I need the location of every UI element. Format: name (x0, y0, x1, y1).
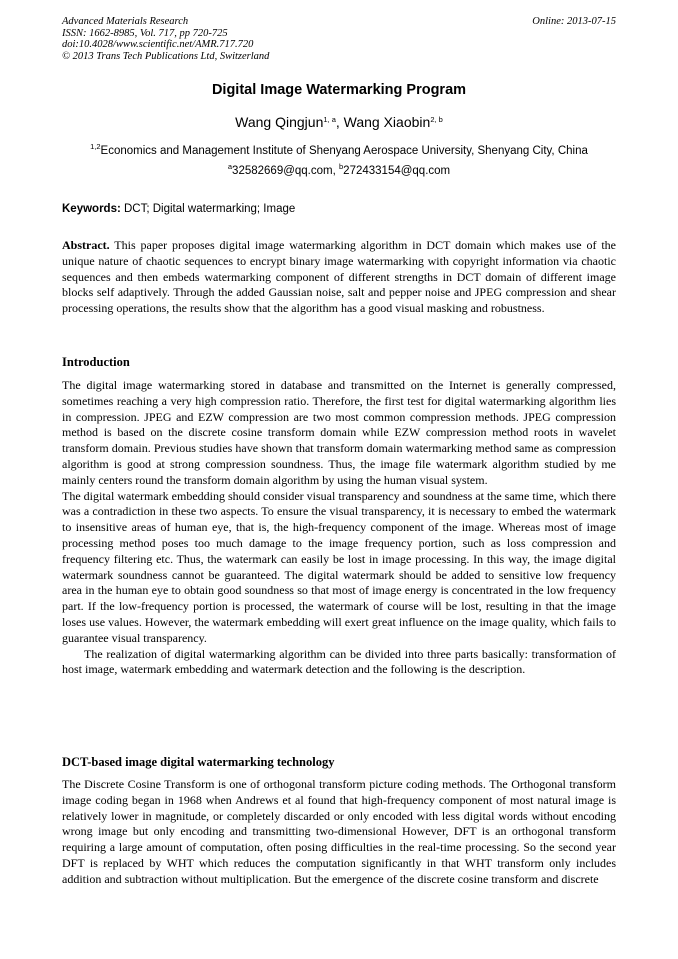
author-2-affil: 2, b (430, 115, 443, 124)
affiliation (62, 142, 616, 157)
author-separator: , (335, 114, 344, 130)
affiliation-text: Economics and Management Institute of Shenyang Aerospace University, Shenyang City, China (100, 145, 588, 157)
paper-title: Digital Image Watermarking Program (211, 82, 467, 98)
keywords (62, 203, 616, 215)
author-1-affil: 1, a (323, 115, 336, 124)
email-b-sup: b (339, 162, 344, 171)
email-b[interactable]: 272433154@qq.com (343, 165, 451, 177)
email-a-sup: a (227, 162, 233, 171)
intro-paragraph-2: The digital watermark embedding should consider visual transparency and soundness at the same time, which there was a contradiction in these two aspects. To ensure the visual transparency, it is necessary to embed the watermark to insensitive areas of human eye, that is, the high-frequency component of the image. Whereas most of image processing method poses too much damage to the image frequency portion, such as loss compression and frequency filtering etc. Thus, the watermark can easily be lost in image processing. In this way, the image digital watermark soundness cannot be guaranteed. The digital watermark should be added to sensitive low frequency area in the human eye to obtain good soundness so that most of image energy is concentrated in the low frequency part. If the low-frequency portion is processed, the watermark of course will be lost, resulting in that the image loses use values. However, the watermark embedding will exert great influence on the image quality, which fails to guarantee visual transparency. (62, 488, 616, 645)
intro-paragraph-1: The digital image watermarking stored in database and transmitted on the Internet is generally compressed, sometimes reaching a very high compression ratio. Therefore, the first test for digital watermarking algorithm lies in compression. JPEG and EZW compression are two most common compression methods. JPEG compression method is based on the discrete cosine transform domain while EZW compression method roots in wavelet transform domain. Previous studies have shown that transform domain watermarking method same as compression algorithm is good at strong compression soundness. Thus, the image file watermark algorithm studied by me mainly centers round the transform domain algorithm by using the human visual system. (62, 378, 616, 487)
abstract-label: Abstract. (62, 238, 110, 252)
journal-issn: ISSN: 1662-8985, Vol. 717, pp 720-725 (62, 27, 228, 39)
email-a[interactable]: 32582669@qq.com, (232, 165, 339, 177)
affiliation-sup: 1,2 (90, 142, 101, 151)
introduction-body (62, 378, 616, 678)
introduction-heading: Introduction (62, 355, 130, 369)
keywords-label: Keywords: (62, 203, 121, 215)
online-date: Online: 2013-07-15 (532, 16, 616, 27)
dct-paragraph-1: The Discrete Cosine Transform is one of orthogonal transform picture coding methods. The Orthogonal transform image coding began in 1968 when Andrews et al found that high-frequency component of most natural image is relatively lower in magnitude, or completely discarded or only encoded with less digital words without encoding wrong image but only encoding and transmitting two-dimensional However, DFT is an orthogonal transform requiring a large amount of computation, often posing difficulties in the real-time processing. So the second year DFT is replaced by WHT which reduces the computation significantly in that WHT transform only includes addition and subtraction without multiplication. But the emergence of the discrete cosine transform and discrete (62, 777, 616, 886)
author-emails (62, 162, 616, 177)
author-line (62, 114, 616, 130)
author-1: Wang Qingjun (235, 114, 324, 130)
dct-section-body (62, 777, 616, 888)
journal-name: Advanced Materials Research (62, 16, 189, 27)
abstract (62, 238, 616, 317)
journal-header (62, 16, 616, 62)
journal-doi[interactable]: doi:10.4028/www.scientific.net/AMR.717.720 (62, 39, 254, 50)
dct-section-heading: DCT-based image digital watermarking technology (62, 755, 335, 769)
journal-copyright: © 2013 Trans Tech Publications Ltd, Switzerland (62, 50, 270, 62)
intro-paragraph-3: The realization of digital watermarking algorithm can be divided into three parts basically: transformation of host image, watermark embedding and watermark detection and the following is the description. (62, 646, 616, 677)
keywords-text: DCT; Digital watermarking; Image (120, 203, 296, 215)
author-2: Wang Xiaobin (343, 114, 431, 130)
abstract-text: This paper proposes digital image watermarking algorithm in DCT domain which makes use of the unique nature of chaotic sequences to encrypt binary image watermarking with copyright information via chaotic sequences and then embeds watermarking component of different strengths in DCT domain of different image blocks self adaptively. Through the added Gaussian noise, salt and pepper noise and JPEG compression and shear processing operations, the results show that the algorithm has a good visual masking and robustness. (62, 238, 616, 316)
